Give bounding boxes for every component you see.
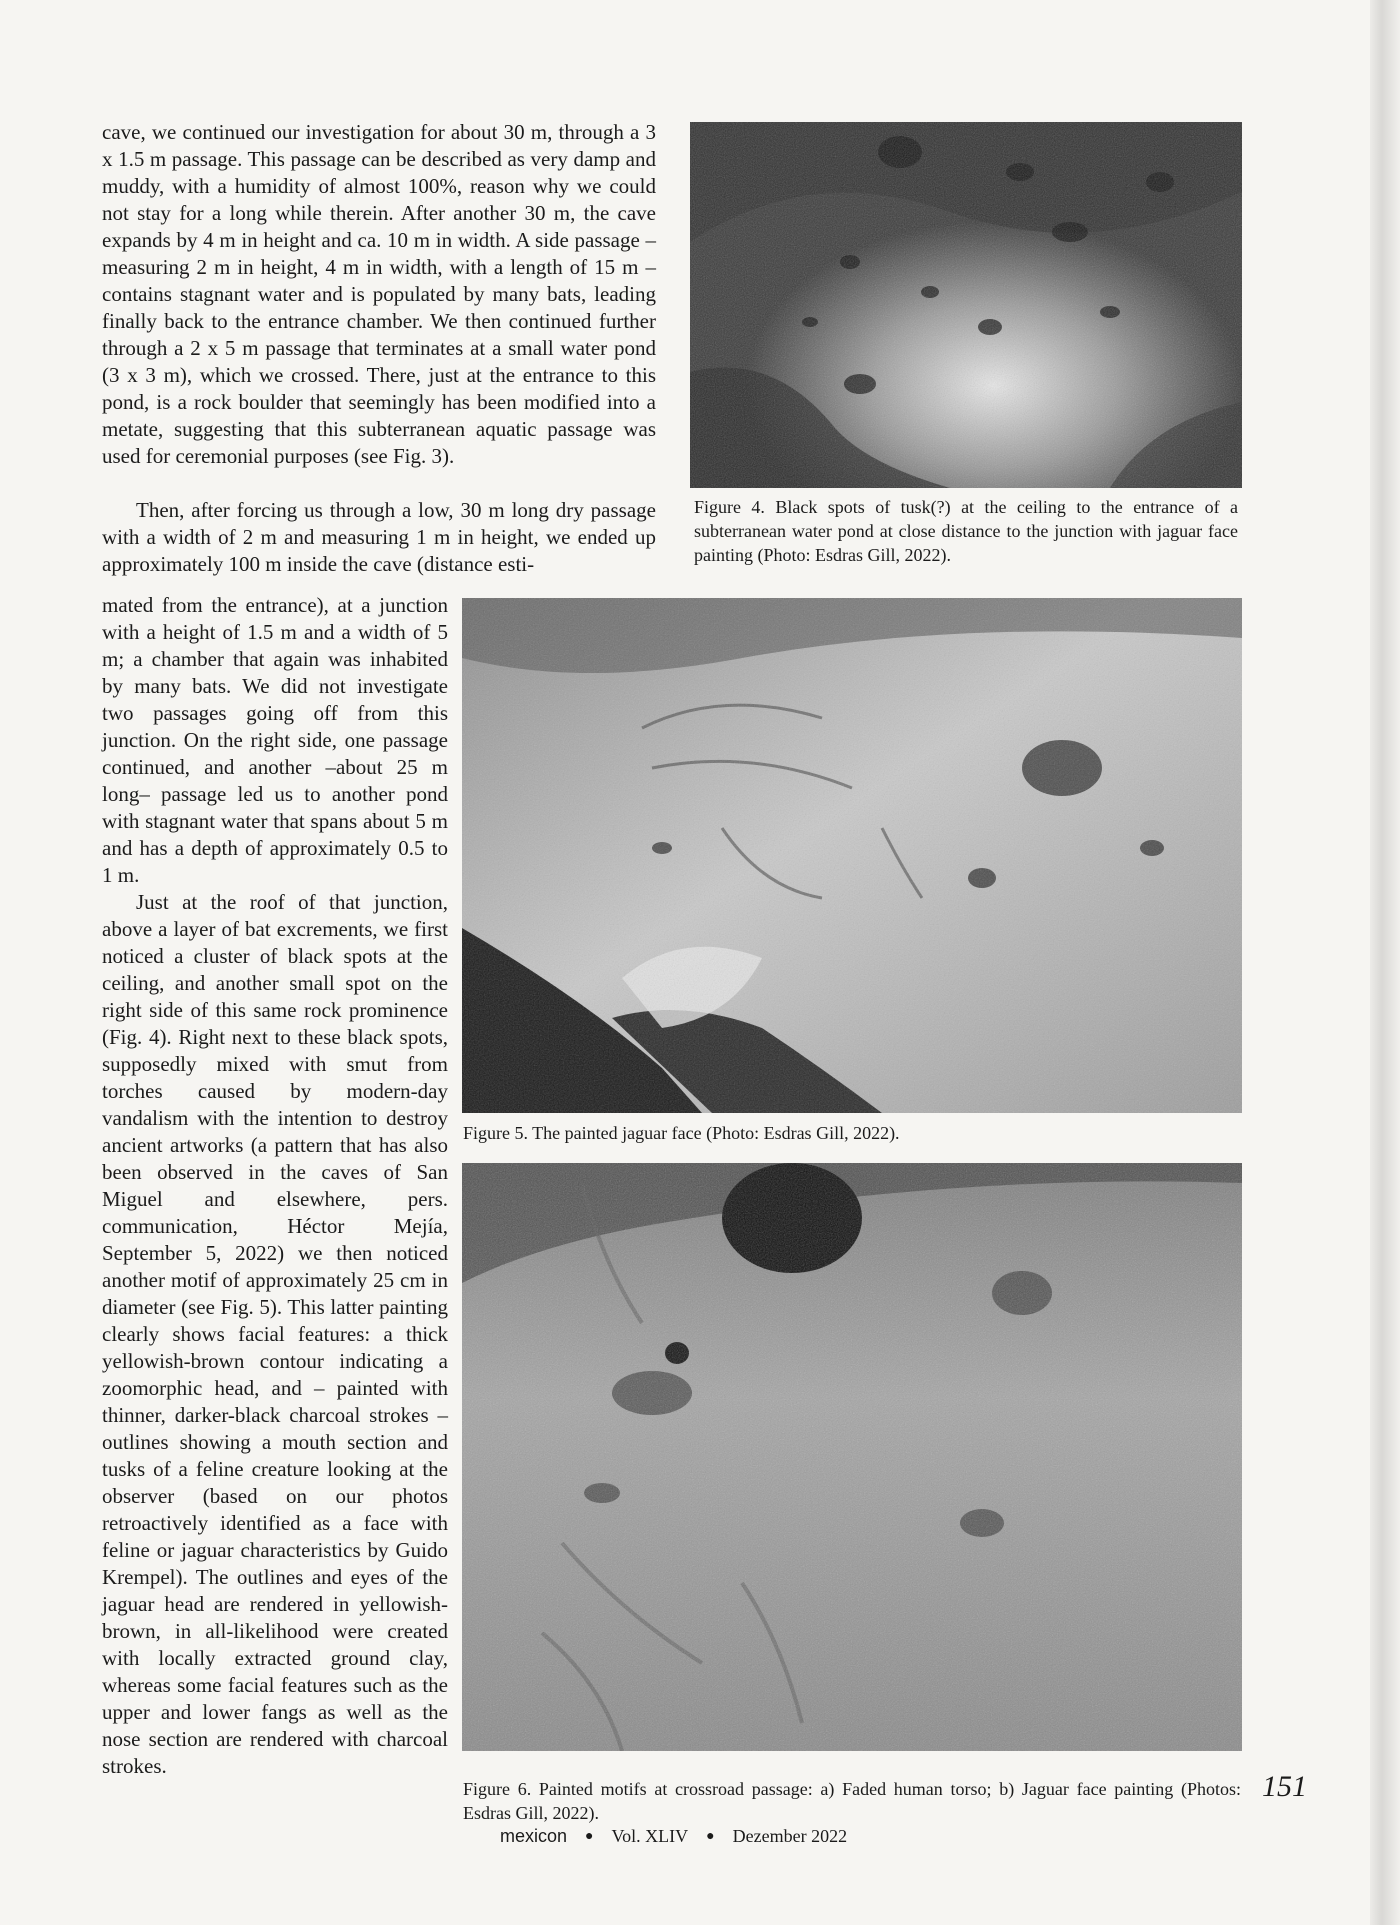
journal-volume: Vol. XLIV [611, 1826, 689, 1846]
footer-separator-1: ● [585, 1828, 594, 1844]
footer-separator-2: ● [706, 1828, 715, 1844]
figure-4-photo [690, 122, 1242, 488]
running-footer [500, 1826, 900, 1847]
figure-6-caption: Figure 6. Painted motifs at crossroad passage: a) Faded human torso; b) Jaguar face painting (Photos: Esdras Gill, 2022). [463, 1779, 1241, 1823]
page-number: 151 [1262, 1770, 1307, 1803]
figure-6-photo [462, 1163, 1242, 1751]
body-text-block-a [102, 119, 656, 470]
paragraph-continued: cave, we continued our investigation for about 30 m, through a 3 x 1.5 m passage. This passage can be described as very damp and muddy, with a humidity of almost 100%, reason why we could not stay for a long while therein. After another 30 m, the cave expands by 4 m in height and ca. 10 m in width. A side passage – measuring 2 m in height, 4 m in width, with a length of 15 m – contains stagnant water and is populated by many bats, leading finally back to the entrance chamber. We then continued further through a 2 x 5 m passage that terminates at a small water pond (3 x 3 m), which we crossed. There, just at the entrance to this pond, is a rock boulder that seemingly has been modified into a metate, suggesting that this subterranean aquatic passage was used for ceremonial purposes (see Fig. 3). [102, 120, 656, 468]
body-text-block-b [102, 497, 656, 578]
paragraph-roof: Just at the roof of that junction, above a layer of bat excrements, we first noticed a cluster of black spots at the ceiling, and another small spot on the right side of this same rock prominence (Fig. 4). Right next to these black spots, supposedly mixed with smut from torches caused by modern-day vandalism with the intention to destroy ancient artworks (a pattern that has also been observed in the caves of San Miguel and elsewhere, pers. communication, Héctor Mejía, September 5, 2022) we then noticed another motif of approximately 25 cm in diameter (see Fig. 5). This latter painting clearly shows facial features: a thick yellowish-brown contour indicating a zoomorphic head, and – painted with thinner, darker-black charcoal strokes – outlines showing a mouth section and tusks of a feline creature looking at the observer (based on our photos retroactively identified as a face with feline or jaguar characteristics by Guido Krempel). The outlines and eyes of the jaguar head are rendered in yellowish-brown, in all-likelihood were created with locally extracted ground clay, whereas some facial features such as the upper and lower fangs as well as the nose section are rendered with charcoal strokes. [102, 890, 448, 1778]
journal-name: mexicon [500, 1826, 568, 1846]
paragraph-then: Then, after forcing us through a low, 30 m long dry passage with a width of 2 m and measuring 1 m in height, we ended up approximately 100 m inside the cave (distance esti- [102, 498, 656, 576]
paragraph-junction: mated from the entrance), at a junction with a height of 1.5 m and a width of 5 m; a chamber that again was inhabited by many bats. We did not investigate two passages going off from this junction. On the right side, one passage continued, and another –about 25 m long– passage led us to another pond with stagnant water that spans about 5 m and has a depth of approximately 0.5 to 1 m. [102, 593, 448, 887]
figure-5-caption: Figure 5. The painted jaguar face (Photo: Esdras Gill, 2022). [463, 1123, 900, 1143]
page-edge-shadow [1370, 0, 1400, 1925]
figure-5-photo [462, 598, 1242, 1113]
figure-4-caption: Figure 4. Black spots of tusk(?) at the ceiling to the entrance of a subterranean water pond at close distance to the junction with jaguar face painting (Photo: Esdras Gill, 2022). [694, 497, 1238, 565]
journal-date: Dezember 2022 [732, 1826, 848, 1846]
body-text-block-c [102, 592, 448, 1780]
